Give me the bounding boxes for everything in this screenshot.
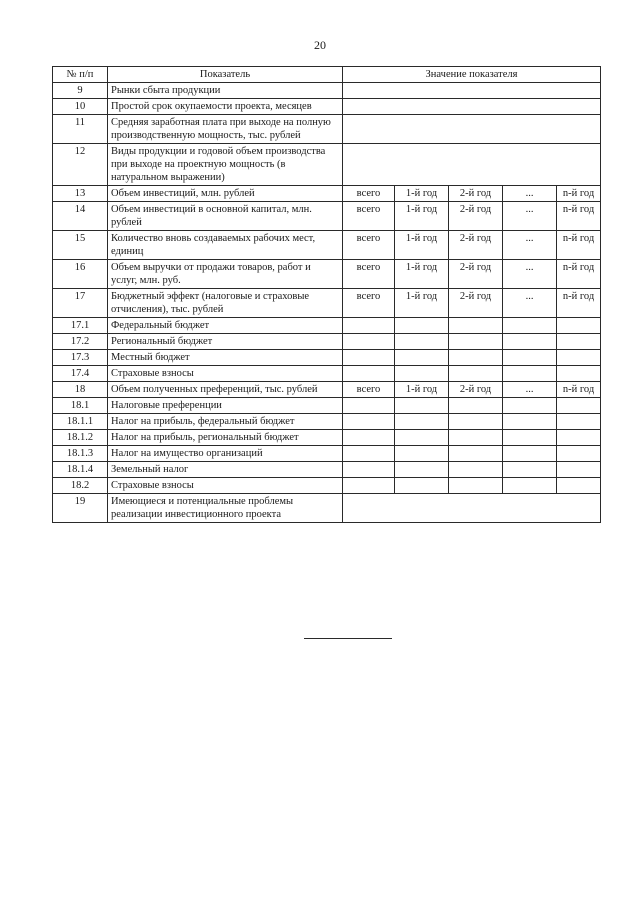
value-year-2: 2-й год	[449, 186, 503, 202]
table-row	[53, 430, 601, 446]
row-number: 18	[53, 382, 108, 398]
table-row	[53, 366, 601, 382]
value-ellipsis: ...	[503, 382, 557, 398]
value-year-n: n-й год	[557, 260, 601, 289]
value-year-n: n-й год	[557, 382, 601, 398]
table-row	[53, 334, 601, 350]
value-merged	[343, 99, 601, 115]
value-year-1	[395, 430, 449, 446]
row-indicator: Рынки сбыта продукции	[108, 83, 343, 99]
value-total	[343, 318, 395, 334]
row-indicator: Налоговые преференции	[108, 398, 343, 414]
value-total	[343, 366, 395, 382]
row-number: 15	[53, 231, 108, 260]
value-total: всего	[343, 260, 395, 289]
value-ellipsis	[503, 334, 557, 350]
row-number: 18.1.4	[53, 462, 108, 478]
row-number: 17.2	[53, 334, 108, 350]
value-total	[343, 350, 395, 366]
row-number: 19	[53, 494, 108, 523]
row-indicator: Объем инвестиций, млн. рублей	[108, 186, 343, 202]
row-indicator: Виды продукции и годовой объем производства при выходе на проектную мощность (в натуральном выражении)	[108, 144, 343, 186]
row-number: 12	[53, 144, 108, 186]
value-year-n	[557, 318, 601, 334]
row-number: 13	[53, 186, 108, 202]
table-header-row	[53, 67, 601, 83]
value-total	[343, 430, 395, 446]
closing-separator-line	[304, 638, 392, 639]
table-row	[53, 186, 601, 202]
value-ellipsis	[503, 398, 557, 414]
value-total	[343, 462, 395, 478]
row-indicator: Объем полученных преференций, тыс. рублей	[108, 382, 343, 398]
value-ellipsis	[503, 462, 557, 478]
row-number: 17.4	[53, 366, 108, 382]
value-total: всего	[343, 231, 395, 260]
value-year-1	[395, 398, 449, 414]
row-indicator: Объем инвестиций в основной капитал, млн. рублей	[108, 202, 343, 231]
table-row	[53, 202, 601, 231]
value-ellipsis: ...	[503, 231, 557, 260]
value-merged	[343, 494, 601, 523]
value-year-1	[395, 334, 449, 350]
value-total	[343, 334, 395, 350]
value-merged	[343, 83, 601, 99]
header-value: Значение показателя	[343, 67, 601, 83]
value-ellipsis: ...	[503, 186, 557, 202]
table-row	[53, 382, 601, 398]
value-year-2	[449, 462, 503, 478]
row-indicator: Объем выручки от продажи товаров, работ и услуг, млн. руб.	[108, 260, 343, 289]
value-year-2: 2-й год	[449, 202, 503, 231]
value-ellipsis	[503, 318, 557, 334]
value-year-2	[449, 430, 503, 446]
row-indicator: Налог на имущество организаций	[108, 446, 343, 462]
value-year-n	[557, 366, 601, 382]
value-year-n	[557, 446, 601, 462]
row-indicator: Федеральный бюджет	[108, 318, 343, 334]
value-year-n	[557, 462, 601, 478]
value-year-1	[395, 446, 449, 462]
table-row	[53, 144, 601, 186]
table-body	[53, 67, 601, 523]
indicators-table	[52, 66, 601, 523]
row-number: 17	[53, 289, 108, 318]
value-year-1: 1-й год	[395, 289, 449, 318]
row-number: 18.2	[53, 478, 108, 494]
table-row	[53, 115, 601, 144]
table-row	[53, 231, 601, 260]
row-indicator: Простой срок окупаемости проекта, месяцев	[108, 99, 343, 115]
row-indicator: Региональный бюджет	[108, 334, 343, 350]
row-number: 17.1	[53, 318, 108, 334]
table-row	[53, 318, 601, 334]
value-ellipsis	[503, 350, 557, 366]
value-year-2	[449, 334, 503, 350]
value-year-2: 2-й год	[449, 289, 503, 318]
row-indicator: Бюджетный эффект (налоговые и страховые отчисления), тыс. рублей	[108, 289, 343, 318]
value-year-2: 2-й год	[449, 382, 503, 398]
table-row	[53, 446, 601, 462]
table-row	[53, 289, 601, 318]
table-row	[53, 99, 601, 115]
header-number: № п/п	[53, 67, 108, 83]
value-year-1	[395, 414, 449, 430]
value-year-n: n-й год	[557, 231, 601, 260]
value-year-2	[449, 366, 503, 382]
value-year-2	[449, 478, 503, 494]
value-ellipsis: ...	[503, 202, 557, 231]
value-total	[343, 414, 395, 430]
row-number: 11	[53, 115, 108, 144]
table-row	[53, 398, 601, 414]
row-number: 14	[53, 202, 108, 231]
value-total: всего	[343, 186, 395, 202]
value-ellipsis	[503, 414, 557, 430]
value-year-1	[395, 318, 449, 334]
row-number: 9	[53, 83, 108, 99]
value-total: всего	[343, 289, 395, 318]
value-total	[343, 478, 395, 494]
row-indicator: Земельный налог	[108, 462, 343, 478]
value-total	[343, 398, 395, 414]
value-year-2: 2-й год	[449, 231, 503, 260]
row-indicator: Имеющиеся и потенциальные проблемы реализации инвестиционного проекта	[108, 494, 343, 523]
value-year-n	[557, 430, 601, 446]
value-year-n	[557, 478, 601, 494]
row-number: 18.1.3	[53, 446, 108, 462]
table-row	[53, 260, 601, 289]
row-indicator: Количество вновь создаваемых рабочих мест, единиц	[108, 231, 343, 260]
value-total: всего	[343, 382, 395, 398]
value-year-1	[395, 366, 449, 382]
value-year-2	[449, 398, 503, 414]
value-year-1: 1-й год	[395, 382, 449, 398]
value-year-2	[449, 414, 503, 430]
value-ellipsis	[503, 430, 557, 446]
page-number: 20	[314, 38, 326, 52]
value-year-n	[557, 398, 601, 414]
value-ellipsis: ...	[503, 289, 557, 318]
table-row	[53, 350, 601, 366]
value-year-n	[557, 414, 601, 430]
value-year-n: n-й год	[557, 289, 601, 318]
value-total	[343, 446, 395, 462]
value-ellipsis	[503, 366, 557, 382]
row-indicator: Страховые взносы	[108, 366, 343, 382]
value-total: всего	[343, 202, 395, 231]
value-year-n	[557, 350, 601, 366]
value-merged	[343, 115, 601, 144]
row-number: 18.1.1	[53, 414, 108, 430]
value-year-n: n-й год	[557, 186, 601, 202]
row-number: 17.3	[53, 350, 108, 366]
value-year-1	[395, 462, 449, 478]
value-year-n	[557, 334, 601, 350]
table-row	[53, 462, 601, 478]
row-number: 18.1.2	[53, 430, 108, 446]
row-indicator: Налог на прибыль, федеральный бюджет	[108, 414, 343, 430]
value-year-2	[449, 318, 503, 334]
table-row	[53, 414, 601, 430]
value-merged	[343, 144, 601, 186]
row-indicator: Налог на прибыль, региональный бюджет	[108, 430, 343, 446]
row-indicator: Страховые взносы	[108, 478, 343, 494]
value-year-2: 2-й год	[449, 260, 503, 289]
table-row	[53, 478, 601, 494]
row-number: 16	[53, 260, 108, 289]
row-number: 18.1	[53, 398, 108, 414]
value-year-n: n-й год	[557, 202, 601, 231]
value-year-1	[395, 478, 449, 494]
value-year-1: 1-й год	[395, 202, 449, 231]
value-ellipsis	[503, 446, 557, 462]
row-indicator: Местный бюджет	[108, 350, 343, 366]
table-row	[53, 494, 601, 523]
value-year-1: 1-й год	[395, 260, 449, 289]
value-year-1	[395, 350, 449, 366]
table-row	[53, 83, 601, 99]
value-ellipsis	[503, 478, 557, 494]
header-indicator: Показатель	[108, 67, 343, 83]
value-year-1: 1-й год	[395, 186, 449, 202]
value-ellipsis: ...	[503, 260, 557, 289]
value-year-2	[449, 350, 503, 366]
value-year-1: 1-й год	[395, 231, 449, 260]
value-year-2	[449, 446, 503, 462]
row-indicator: Средняя заработная плата при выходе на полную производственную мощность, тыс. рублей	[108, 115, 343, 144]
row-number: 10	[53, 99, 108, 115]
